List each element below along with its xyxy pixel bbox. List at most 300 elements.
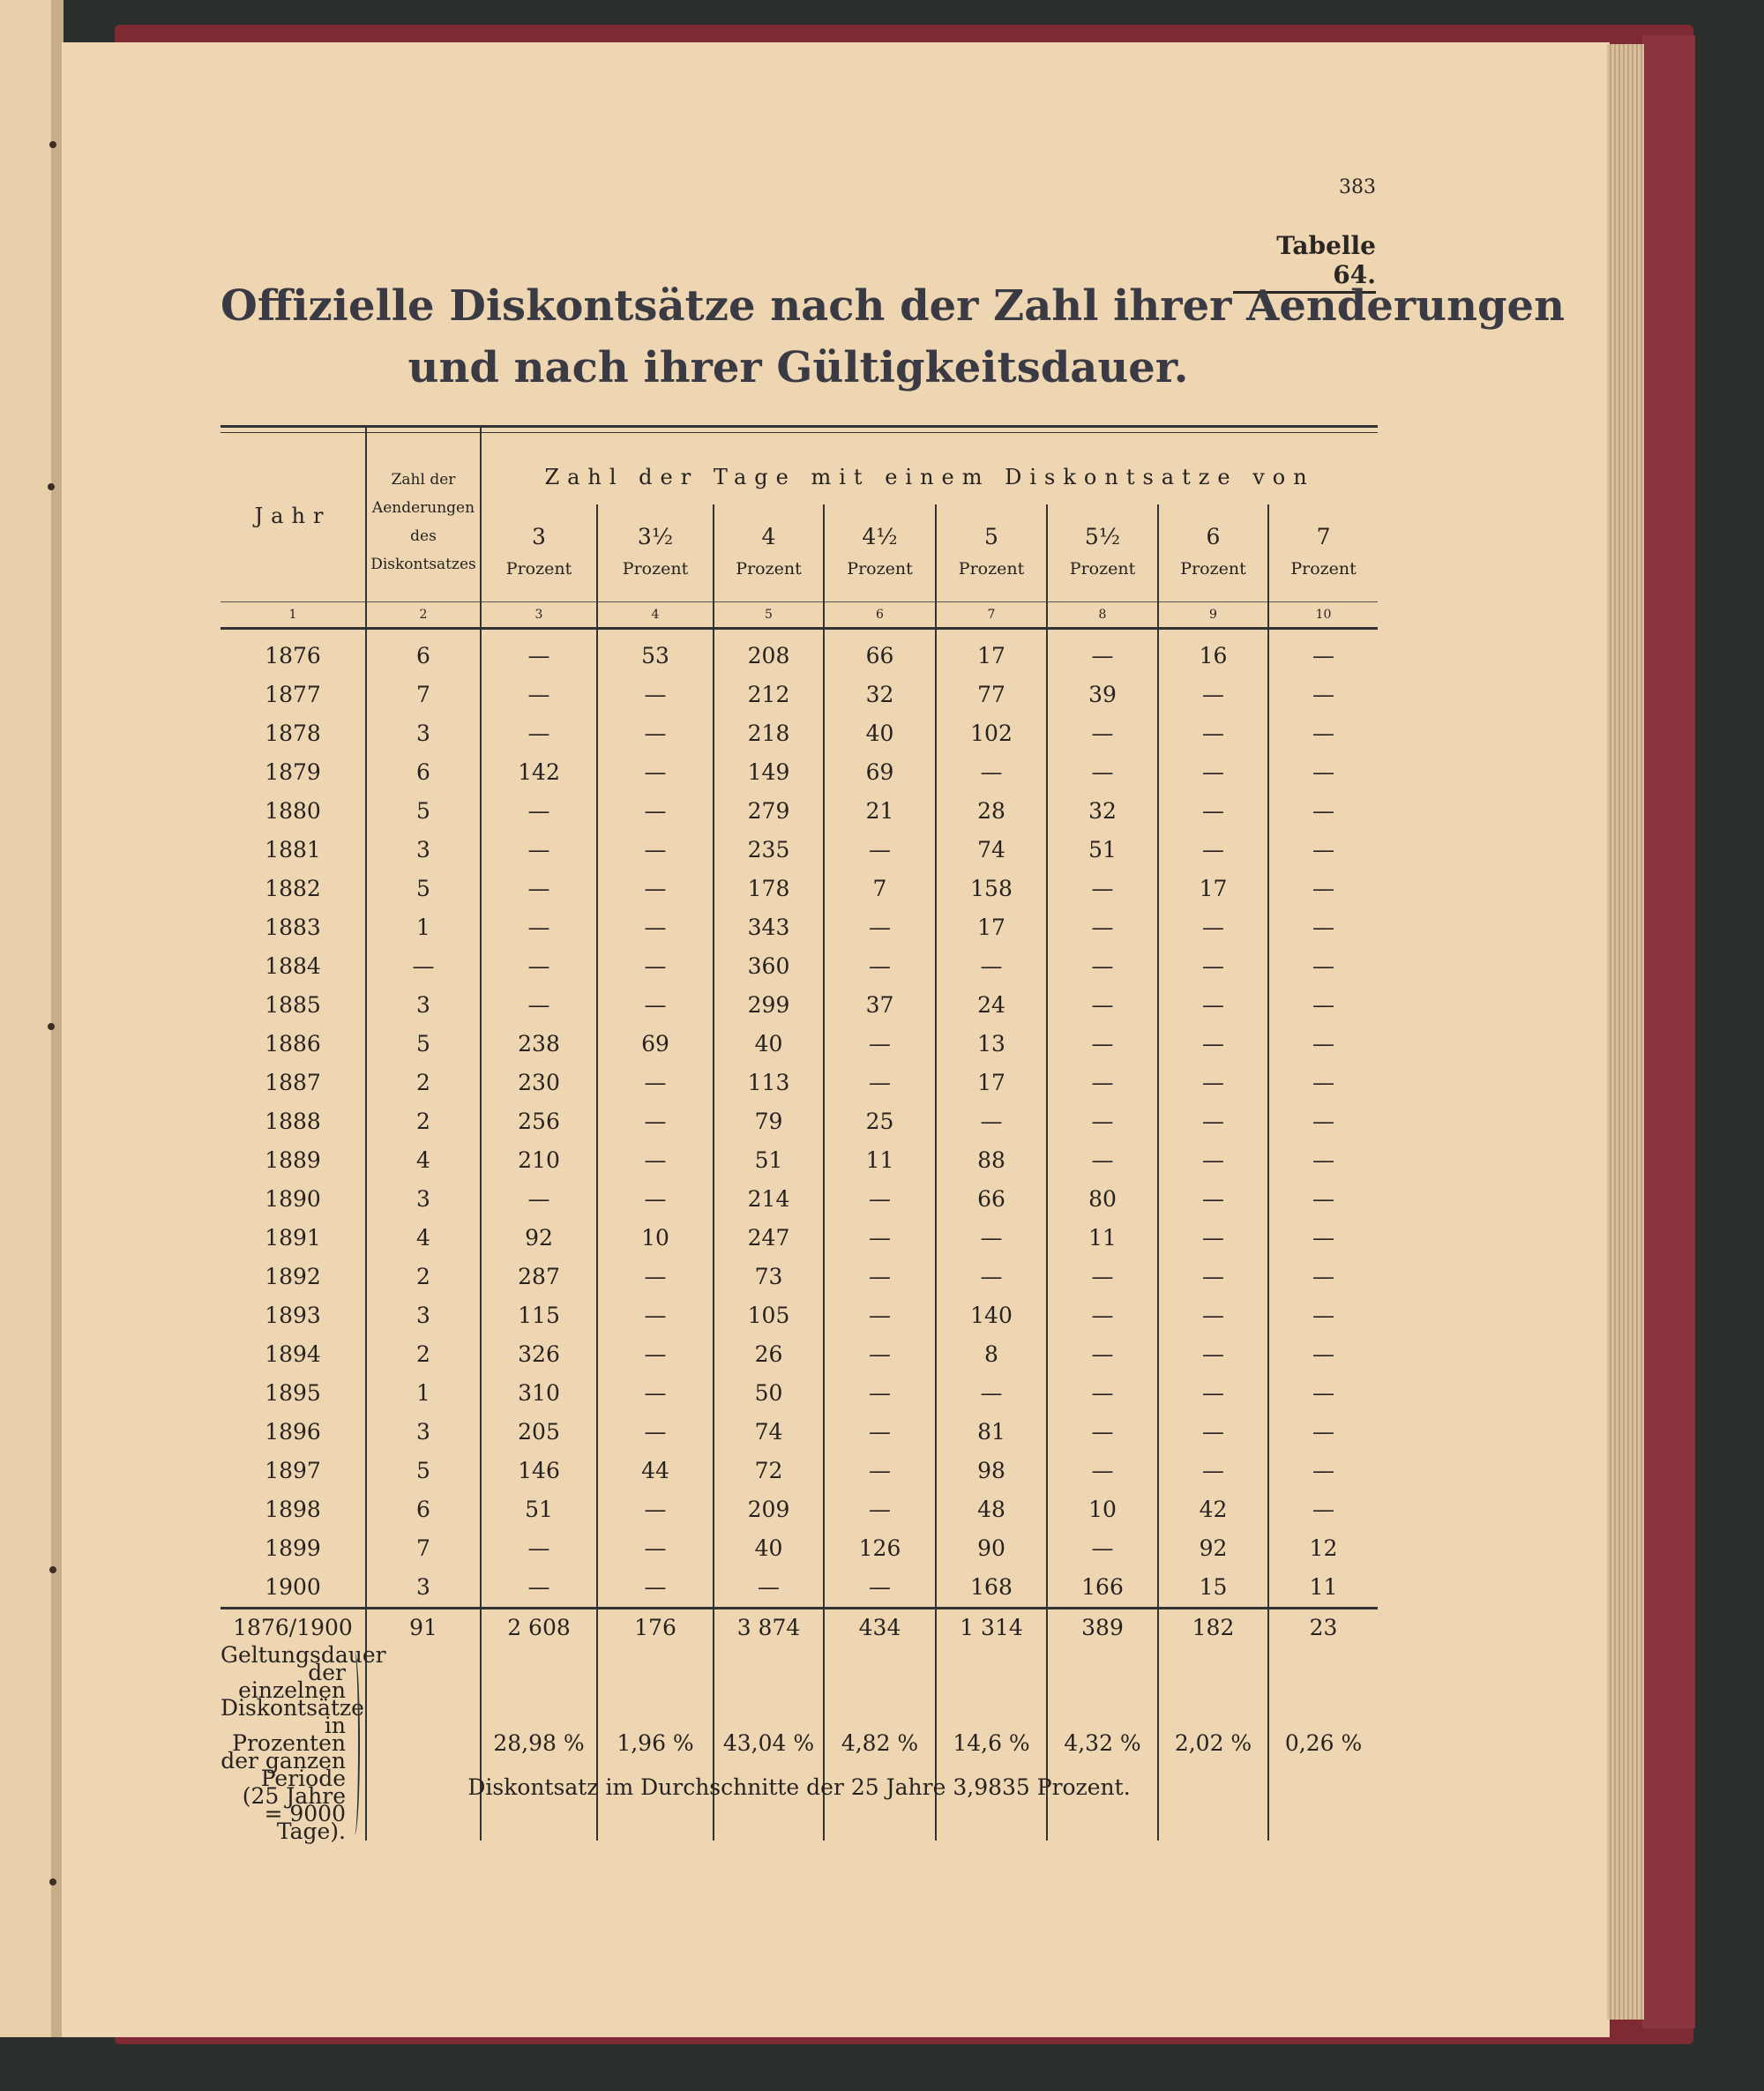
- table-cell: —: [714, 1568, 824, 1609]
- table-row: [220, 1452, 1378, 1490]
- table-row: [220, 1490, 1378, 1529]
- table-cell: —: [597, 1374, 714, 1413]
- year-cell: 1878: [265, 721, 321, 746]
- year-cell: 1896: [265, 1419, 321, 1445]
- table-cell: 2: [366, 1064, 481, 1102]
- table-cell: —: [824, 1374, 936, 1413]
- table-cell: —: [1268, 676, 1378, 714]
- table-cell: —: [1158, 1102, 1268, 1141]
- table-row: [220, 831, 1378, 870]
- table-row: [220, 1335, 1378, 1374]
- table-cell: —: [597, 1141, 714, 1180]
- table-cell: —: [597, 714, 714, 753]
- table-row: [220, 1180, 1378, 1219]
- table-cell: —: [597, 792, 714, 831]
- table-cell: 24: [936, 986, 1047, 1025]
- table-cell: —: [597, 870, 714, 908]
- year-cell: 1886: [265, 1031, 321, 1057]
- column-number: 8: [1047, 601, 1158, 628]
- year-cell: 1900: [265, 1574, 321, 1600]
- discount-rate-table: [220, 425, 1378, 1844]
- table-cell: 2: [366, 1102, 481, 1141]
- share-cell: 4,82 %: [824, 1647, 936, 1841]
- table-cell: 40: [714, 1529, 824, 1568]
- table-cell: 98: [936, 1452, 1047, 1490]
- table-row: [220, 1413, 1378, 1452]
- table-cell: —: [1268, 714, 1378, 753]
- table-cell: —: [1268, 1490, 1378, 1529]
- page-title: [220, 275, 1565, 399]
- column-number: 7: [936, 601, 1047, 628]
- table-cell: 79: [714, 1102, 824, 1141]
- table-cell: —: [1158, 1413, 1268, 1452]
- table-cell: —: [824, 1296, 936, 1335]
- table-cell: —: [1158, 1374, 1268, 1413]
- table-cell: 235: [714, 831, 824, 870]
- table-cell: —: [1268, 1258, 1378, 1296]
- total-cell: 389: [1047, 1608, 1158, 1647]
- table-cell: —: [1047, 714, 1158, 753]
- table-cell: 287: [481, 1258, 597, 1296]
- table-cell: —: [1047, 908, 1158, 947]
- table-cell: —: [1268, 1296, 1378, 1335]
- table-label: Tabelle 64.: [1233, 231, 1376, 294]
- title-line-2: und nach ihrer Gültigkeitsdauer.: [407, 343, 1189, 392]
- table-row: [220, 1064, 1378, 1102]
- year-cell: 1887: [265, 1070, 321, 1095]
- table-cell: —: [824, 1025, 936, 1064]
- table-cell: 102: [936, 714, 1047, 753]
- table-cell: —: [936, 753, 1047, 792]
- table-cell: 88: [936, 1141, 1047, 1180]
- table-cell: 73: [714, 1258, 824, 1296]
- table-row: [220, 1374, 1378, 1413]
- table-cell: 3: [366, 831, 481, 870]
- share-cell: 43,04 %: [714, 1647, 824, 1841]
- table-cell: —: [1158, 714, 1268, 753]
- year-cell: 1882: [265, 876, 321, 901]
- year-cell: 1888: [265, 1109, 321, 1134]
- table-cell: 299: [714, 986, 824, 1025]
- column-number: 2: [366, 601, 481, 628]
- header-jahr: Jahr: [254, 503, 332, 528]
- table-cell: —: [1047, 1452, 1158, 1490]
- table-cell: 25: [824, 1102, 936, 1141]
- table-cell: 230: [481, 1064, 597, 1102]
- table-cell: 5: [366, 792, 481, 831]
- table-cell: —: [597, 1258, 714, 1296]
- table-cell: —: [1268, 1335, 1378, 1374]
- column-number: 6: [824, 601, 936, 628]
- table-cell: 4: [366, 1141, 481, 1180]
- table-cell: —: [1268, 1219, 1378, 1258]
- table-cell: 113: [714, 1064, 824, 1102]
- table-cell: —: [824, 1452, 936, 1490]
- table-cell: 105: [714, 1296, 824, 1335]
- table-cell: 81: [936, 1413, 1047, 1452]
- table-cell: 238: [481, 1025, 597, 1064]
- header-changes: Zahl der Aenderungen des Diskontsatzes: [366, 425, 481, 601]
- table-cell: —: [597, 1180, 714, 1219]
- table-cell: —: [481, 676, 597, 714]
- table-row: [220, 1102, 1378, 1141]
- table-cell: —: [597, 1490, 714, 1529]
- table-cell: —: [1268, 753, 1378, 792]
- table-cell: —: [1268, 1102, 1378, 1141]
- table-cell: 17: [936, 1064, 1047, 1102]
- year-cell: 1895: [265, 1380, 321, 1406]
- book-spine-edge: [1642, 35, 1695, 2028]
- table-row: [220, 1568, 1378, 1609]
- share-cell: 4,32 %: [1047, 1647, 1158, 1841]
- total-cell: 23: [1268, 1608, 1378, 1647]
- table-cell: —: [1158, 753, 1268, 792]
- table-cell: —: [1047, 947, 1158, 986]
- table-cell: 3: [366, 714, 481, 753]
- table-cell: —: [1158, 1025, 1268, 1064]
- rate-header-cell: [481, 504, 597, 601]
- table-cell: —: [824, 1219, 936, 1258]
- share-cell: 28,98 %: [481, 1647, 597, 1841]
- rate-header-cell: [1158, 504, 1268, 601]
- rate-value: 3½: [637, 523, 674, 549]
- table-cell: —: [1268, 792, 1378, 831]
- table-cell: 6: [366, 1490, 481, 1529]
- table-cell: —: [824, 831, 936, 870]
- table-cell: 32: [1047, 792, 1158, 831]
- share-cell: 0,26 %: [1268, 1647, 1378, 1841]
- table-cell: —: [1047, 1064, 1158, 1102]
- table-cell: 10: [597, 1219, 714, 1258]
- table-cell: 69: [824, 753, 936, 792]
- table-cell: 212: [714, 676, 824, 714]
- table-cell: 3: [366, 986, 481, 1025]
- rate-header-cell: [597, 504, 714, 601]
- table-cell: —: [1158, 1180, 1268, 1219]
- table-cell: —: [1268, 1064, 1378, 1102]
- year-cell: 1897: [265, 1458, 321, 1483]
- table-body: [220, 628, 1378, 1608]
- table-cell: —: [597, 1296, 714, 1335]
- table-cell: 72: [714, 1452, 824, 1490]
- table-cell: 50: [714, 1374, 824, 1413]
- table-cell: 205: [481, 1413, 597, 1452]
- binding-hole: [49, 141, 56, 148]
- table-cell: 21: [824, 792, 936, 831]
- table-cell: 42: [1158, 1490, 1268, 1529]
- year-cell: 1894: [265, 1341, 321, 1367]
- table-row: [220, 1025, 1378, 1064]
- table-cell: 32: [824, 676, 936, 714]
- table-cell: 44: [597, 1452, 714, 1490]
- rate-unit: Prozent: [1290, 558, 1357, 579]
- table-cell: 66: [824, 628, 936, 676]
- table-cell: —: [597, 1102, 714, 1141]
- table-cell: —: [1047, 1025, 1158, 1064]
- table-cell: 11: [1047, 1219, 1158, 1258]
- table-cell: —: [1158, 908, 1268, 947]
- table-cell: —: [936, 1258, 1047, 1296]
- brace-icon: [349, 1652, 360, 1835]
- table-cell: —: [1047, 1258, 1158, 1296]
- title-line-1: Offizielle Diskontsätze nach der Zahl ihrer Aenderungen: [220, 281, 1565, 331]
- table-cell: —: [481, 1180, 597, 1219]
- rate-unit: Prozent: [622, 558, 689, 579]
- share-cell: 14,6 %: [936, 1647, 1047, 1841]
- year-cell: 1898: [265, 1497, 321, 1522]
- year-cell: 1893: [265, 1303, 321, 1328]
- page-number: 383: [1339, 176, 1376, 198]
- table-cell: —: [1047, 1413, 1158, 1452]
- table-cell: —: [597, 1335, 714, 1374]
- share-row: [220, 1647, 1378, 1841]
- table-cell: —: [1047, 1296, 1158, 1335]
- table-row: [220, 1141, 1378, 1180]
- table-cell: 8: [936, 1335, 1047, 1374]
- table-cell: —: [824, 1258, 936, 1296]
- table-cell: 7: [366, 1529, 481, 1568]
- table-cell: —: [824, 1490, 936, 1529]
- table-cell: —: [824, 1180, 936, 1219]
- year-cell: 1885: [265, 992, 321, 1018]
- table-cell: —: [1268, 1025, 1378, 1064]
- table-cell: 326: [481, 1335, 597, 1374]
- table-cell: 6: [366, 753, 481, 792]
- table-cell: 12: [1268, 1529, 1378, 1568]
- table-cell: 2: [366, 1258, 481, 1296]
- table-cell: 1: [366, 1374, 481, 1413]
- table-cell: —: [481, 947, 597, 986]
- table-cell: 149: [714, 753, 824, 792]
- table-cell: —: [597, 947, 714, 986]
- year-cell: 1892: [265, 1264, 321, 1289]
- table-cell: 4: [366, 1219, 481, 1258]
- year-cell: 1877: [265, 682, 321, 707]
- table-row: [220, 676, 1378, 714]
- table-cell: 6: [366, 628, 481, 676]
- rate-unit: Prozent: [958, 558, 1025, 579]
- table-cell: 5: [366, 870, 481, 908]
- table-cell: —: [1047, 1335, 1158, 1374]
- rate-value: 7: [1316, 523, 1331, 549]
- table-cell: 3: [366, 1568, 481, 1609]
- table-row: [220, 753, 1378, 792]
- year-cell: 1891: [265, 1225, 321, 1251]
- table-cell: 40: [714, 1025, 824, 1064]
- table-cell: —: [597, 676, 714, 714]
- header-days-group: Zahl der Tage mit einem Diskontsatze von: [481, 425, 1378, 504]
- table-cell: —: [1268, 908, 1378, 947]
- table-cell: —: [1158, 1141, 1268, 1180]
- table-cell: 126: [824, 1529, 936, 1568]
- rate-unit: Prozent: [1180, 558, 1246, 579]
- column-number: 5: [714, 601, 824, 628]
- table-cell: —: [936, 1219, 1047, 1258]
- year-cell: 1883: [265, 915, 321, 940]
- binding-hole: [49, 1878, 56, 1886]
- table-cell: —: [481, 831, 597, 870]
- share-note: Geltungsdauer der einzelnen Diskontsätze in Prozenten der ganzen Periode (25 Jahre = 9000 Tage).: [220, 1641, 386, 1844]
- table-row: [220, 628, 1378, 676]
- table-row: [220, 986, 1378, 1025]
- table-cell: 3: [366, 1413, 481, 1452]
- table-row: [220, 1258, 1378, 1296]
- table-cell: —: [597, 1529, 714, 1568]
- rate-unit: Prozent: [1069, 558, 1136, 579]
- binding-hole: [48, 483, 55, 490]
- table-cell: 142: [481, 753, 597, 792]
- year-cell: 1890: [265, 1186, 321, 1212]
- table-cell: 51: [714, 1141, 824, 1180]
- total-label: 1876/1900: [220, 1608, 366, 1647]
- table-cell: 13: [936, 1025, 1047, 1064]
- table-cell: 166: [1047, 1568, 1158, 1609]
- table-cell: 218: [714, 714, 824, 753]
- total-cell: 182: [1158, 1608, 1268, 1647]
- year-cell: 1884: [265, 953, 321, 979]
- table-cell: —: [1268, 986, 1378, 1025]
- table-cell: 51: [481, 1490, 597, 1529]
- column-number: 9: [1158, 601, 1268, 628]
- table-cell: —: [481, 1529, 597, 1568]
- table-cell: 15: [1158, 1568, 1268, 1609]
- table-cell: —: [1268, 628, 1378, 676]
- year-cell: 1876: [265, 643, 321, 668]
- table-cell: 11: [824, 1141, 936, 1180]
- table-cell: 210: [481, 1141, 597, 1180]
- table-cell: 3: [366, 1180, 481, 1219]
- rate-value: 6: [1206, 523, 1221, 549]
- rate-header-cell: [824, 504, 936, 601]
- table-cell: 5: [366, 1025, 481, 1064]
- rate-value: 4½: [862, 523, 898, 549]
- table-cell: —: [936, 947, 1047, 986]
- table-cell: 17: [936, 908, 1047, 947]
- table-row: [220, 714, 1378, 753]
- year-cell: 1899: [265, 1535, 321, 1561]
- rate-value: 5½: [1084, 523, 1121, 549]
- column-number: 3: [481, 601, 597, 628]
- table-cell: 115: [481, 1296, 597, 1335]
- table-cell: 3: [366, 1296, 481, 1335]
- table-cell: —: [824, 1335, 936, 1374]
- rate-header-cell: [936, 504, 1047, 601]
- share-cell: 1,96 %: [597, 1647, 714, 1841]
- table-cell: 48: [936, 1490, 1047, 1529]
- table-cell: —: [366, 947, 481, 986]
- table-cell: 39: [1047, 676, 1158, 714]
- column-number: 1: [220, 601, 366, 628]
- table-cell: —: [1158, 831, 1268, 870]
- table-row: [220, 947, 1378, 986]
- share-empty-cell: [366, 1647, 481, 1841]
- binding-hole: [48, 1023, 55, 1030]
- table-cell: 77: [936, 676, 1047, 714]
- rate-header-cell: [1268, 504, 1378, 601]
- rate-header-cell: [1047, 504, 1158, 601]
- table-cell: 74: [714, 1413, 824, 1452]
- table-cell: 92: [1158, 1529, 1268, 1568]
- table-cell: 168: [936, 1568, 1047, 1609]
- table-cell: 158: [936, 870, 1047, 908]
- column-number: 4: [597, 601, 714, 628]
- table-cell: 28: [936, 792, 1047, 831]
- table-cell: —: [481, 714, 597, 753]
- table-row: [220, 908, 1378, 947]
- table-cell: 69: [597, 1025, 714, 1064]
- table-cell: —: [481, 792, 597, 831]
- year-cell: 1879: [265, 759, 321, 785]
- left-page: [0, 0, 58, 2037]
- table-cell: —: [1268, 870, 1378, 908]
- table-cell: 10: [1047, 1490, 1158, 1529]
- total-row: [220, 1608, 1378, 1647]
- total-cell: 3 874: [714, 1608, 824, 1647]
- table-cell: 7: [366, 676, 481, 714]
- table-cell: 16: [1158, 628, 1268, 676]
- rate-value: 4: [761, 523, 776, 549]
- table-cell: —: [597, 1413, 714, 1452]
- table-row: [220, 1296, 1378, 1335]
- table-cell: 7: [824, 870, 936, 908]
- table-cell: —: [1268, 831, 1378, 870]
- table-cell: —: [936, 1102, 1047, 1141]
- table-cell: —: [1047, 1141, 1158, 1180]
- table-cell: 146: [481, 1452, 597, 1490]
- table-cell: —: [1268, 1180, 1378, 1219]
- table-cell: —: [1047, 1374, 1158, 1413]
- table-cell: 66: [936, 1180, 1047, 1219]
- table-cell: —: [1158, 986, 1268, 1025]
- table-cell: 343: [714, 908, 824, 947]
- share-cell: 2,02 %: [1158, 1647, 1268, 1841]
- rate-value: 3: [532, 523, 546, 549]
- table-cell: 17: [1158, 870, 1268, 908]
- total-cell: 2 608: [481, 1608, 597, 1647]
- rate-unit: Prozent: [736, 558, 802, 579]
- table-cell: 26: [714, 1335, 824, 1374]
- table-cell: —: [1047, 986, 1158, 1025]
- table-cell: 247: [714, 1219, 824, 1258]
- table-cell: 37: [824, 986, 936, 1025]
- table-cell: 310: [481, 1374, 597, 1413]
- rate-unit: Prozent: [847, 558, 913, 579]
- table-cell: —: [1158, 676, 1268, 714]
- table-cell: 80: [1047, 1180, 1158, 1219]
- table-cell: —: [481, 908, 597, 947]
- rate-header-cell: [714, 504, 824, 601]
- table-cell: 17: [936, 628, 1047, 676]
- rate-value: 5: [984, 523, 998, 549]
- year-cell: 1881: [265, 837, 321, 863]
- page-stack-edge: [1607, 44, 1644, 2020]
- table-cell: 1: [366, 908, 481, 947]
- table-cell: —: [1047, 753, 1158, 792]
- table-cell: —: [481, 628, 597, 676]
- table-cell: —: [1268, 947, 1378, 986]
- total-cell: 176: [597, 1608, 714, 1647]
- table-cell: —: [824, 1413, 936, 1452]
- table-cell: —: [1047, 1529, 1158, 1568]
- table-cell: 279: [714, 792, 824, 831]
- total-cell: 1 314: [936, 1608, 1047, 1647]
- year-cell: 1880: [265, 798, 321, 824]
- table-cell: 209: [714, 1490, 824, 1529]
- table-cell: 40: [824, 714, 936, 753]
- table-cell: 51: [1047, 831, 1158, 870]
- table-cell: 92: [481, 1219, 597, 1258]
- table-cell: —: [1047, 628, 1158, 676]
